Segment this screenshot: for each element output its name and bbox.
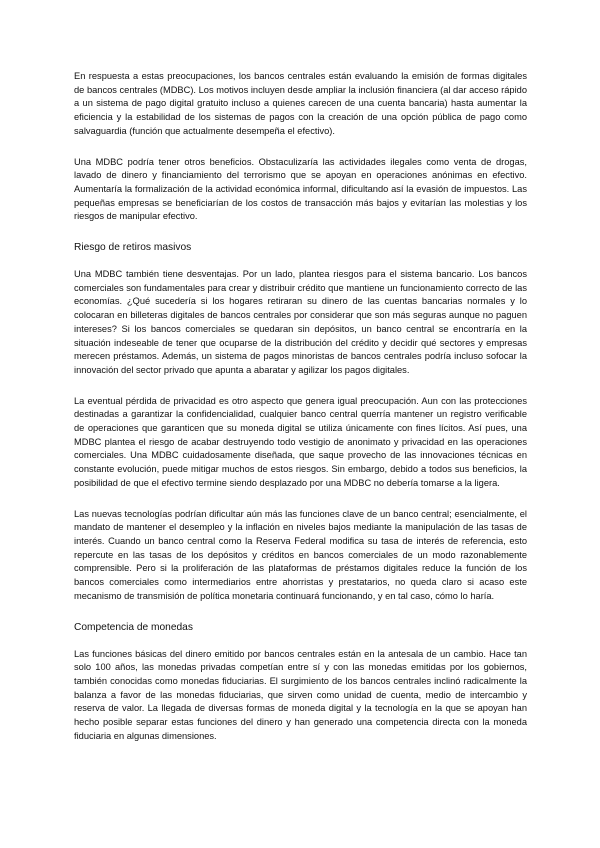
paragraph-mdbc-intro: En respuesta a estas preocupaciones, los bancos centrales están evaluando la emisión de formas digitales de bancos centrales (MDBC). Los motivos incluyen desde ampliar la inclusión financiera (al dar acceso rápido a un sistema de pago digital gratuito incluso a quienes carecen de una cuenta bancaria) hasta aumentar la eficiencia y la estabilidad de los sistemas de pagos con la creación de una opción pública de pago como salvaguardia (función que actualmente desempeña el efectivo).: [74, 71, 527, 136]
paragraph-privacidad: La eventual pérdida de privacidad es otro aspecto que genera igual preocupación. Aun con las protecciones destinadas a garantizar la confidencialidad, cualquier banco central querría mantener un registro verificable de operaciones que garanticen que su moneda digital se utiliza únicamente con fines lícitos. Así pues, una MDBC plantea el riesgo de acabar destruyendo todo vestigio de anonimato y privacidad en las operaciones comerciales. Una MDBC cuidadosamente diseñada, que saque provecho de las innovaciones técnicas en constante evolución, puede mitigar muchos de estos riesgos. Sin embargo, debido a todos sus beneficios, la posibilidad de que el efectivo termine siendo desplazado por una MDBC no debería tomarse a la ligera.: [74, 395, 527, 488]
paragraph-desventajas: Una MDBC también tiene desventajas. Por un lado, plantea riesgos para el sistema bancario. Los bancos comerciales son fundamentales para crear y distribuir crédito que mantiene un funcionamiento correcto de las economías. ¿Qué sucedería si los hogares retiraran su dinero de las cuentas bancarias normales y lo colocaran en billeteras digitales de bancos centrales por considerar que son más seguras aunque no paguen intereses? Si los bancos comerciales se quedaran sin depósitos, un banco central se encontraría en la situación indeseable de tener que ocuparse de la distribución del crédito y decidir qué sectores y empresas merecen préstamos. Además, un sistema de pagos minoristas de bancos centrales podría incluso sofocar la innovación del sector privado que apunta a abaratar y agilizar los pagos digitales.: [74, 269, 527, 375]
paragraph-funciones-dinero: Las funciones básicas del dinero emitido por bancos centrales están en la antesala de un cambio. Hace tan solo 100 años, las monedas privadas competían entre sí y con las monedas emitidas por los gobiernos, también conocidas como monedas fiduciarias. El surgimiento de los bancos centrales inclinó radicalmente la balanza a favor de las monedas fiduciarias, que sirven como unidad de cuenta, medio de intercambio y reserva de valor. La llegada de diversas formas de moneda digital y la tecnología en la que se apoyan han hecho posible separar estas funciones del dinero y han generado una competencia directa con la moneda fiduciaria en algunas dimensiones.: [74, 648, 527, 741]
paragraph-nuevas-tecnologias: Las nuevas tecnologías podrían dificultar aún más las funciones clave de un banco central; esencialmente, el mandato de mantener el desempleo y la inflación en niveles bajos mediante la manipulación de las tasas de interés. Cuando un banco central como la Reserva Federal modifica su tasa de interés de referencia, esto repercute en las tasas de los depósitos y créditos en bancos comerciales de un modo razonablemente comprensible. Pero si la proliferación de las plataformas de préstamos digitales reduce la función de los bancos comerciales como intermediarios entre ahorristas y prestatarios, no queda claro si acaso este mecanismo de transmisión de política monetaria continuará funcionando, y en tal caso, cómo lo haría.: [74, 508, 527, 601]
paragraph-mdbc-benefits: Una MDBC podría tener otros beneficios. Obstaculizaría las actividades ilegales como venta de drogas, lavado de dinero y financiamiento del terrorismo que se apoyan en operaciones anónimas en efectivo. Aumentaría la formalización de la actividad económica informal, dificultando así la evasión de impuestos. Las pequeñas empresas se beneficiarían de los costos de transacción más bajos y evitarían las molestias y los riesgos de manipular efectivo.: [74, 156, 527, 222]
heading-competencia-monedas: Competencia de monedas: [74, 621, 193, 633]
heading-riesgo-retiros: Riesgo de retiros masivos: [74, 242, 192, 254]
document-body: [74, 70, 527, 760]
